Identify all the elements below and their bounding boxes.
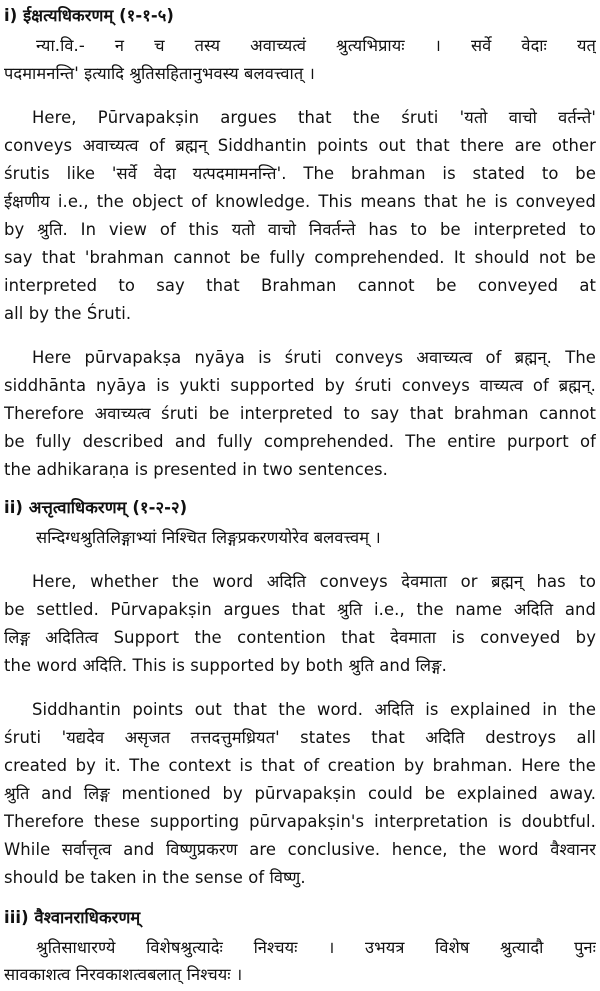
paragraph-line: ईक्षणीय i.e., the object of knowledge. This means that he is conveyed [4,192,596,211]
paragraph-line: śrutis like 'सर्वे वेदा यत्पदमामनन्ति'. The brahman is stated to be [4,164,596,183]
verse-line: न्या.वि.- न च तस्य अवाच्यत्वं श्रुत्यभिप्रायः । सर्वे वेदाः यत् [36,36,596,55]
verse-line: श्रुतिसाधारण्ये विशेषश्रुत्यादेः निश्चयः । उभयत्र विशेष श्रुत्यादौ पुनः [36,938,596,957]
paragraph-line: Here pūrvapakṣa nyāya is śruti conveys अवाच्यत्व of ब्रह्मन्. The [32,348,596,367]
verse-line: पदमामनन्ति' इत्यादि श्रुतिसहितानुभवस्य बलवत्त्वात् । [4,64,315,83]
paragraph-line: siddhānta nyāya is yukti supported by śruti conveys वाच्यत्व of ब्रह्मन्. [4,376,596,395]
section-heading: iii) वैश्वानराधिकरणम् [4,908,141,927]
paragraph-line: Therefore these supporting pūrvapakṣin's interpretation is doubtful. [4,812,596,831]
paragraph-line: While सर्वात्तृत्व and विष्णुप्रकरण are conclusive. hence, the word वैश्वानर [4,840,596,859]
paragraph-line: be fully described and fully comprehended. The entire purport of [4,432,596,451]
paragraph-line: Here, whether the word अदिति conveys देवमाता or ब्रह्मन् has to [32,572,596,591]
paragraph-line: should be taken in the sense of विष्णु. [4,868,306,887]
paragraph-line: by श्रुति. In view of this यतो वाचो निवर्तन्ते has to be interpreted to [4,220,596,239]
section-heading: ii) अत्तृत्वाधिकरणम् (१-२-२) [4,498,188,517]
paragraph-line: लिङ्ग अदितित्व Support the contention that देवमाता is conveyed by [4,628,596,647]
verse-line: सावकाशत्व निरवकाशत्वबलात् निश्चयः । [4,965,243,984]
paragraph-line: śruti 'यद्यदेव असृजत तत्तदत्तुमध्रियत' states that अदिति destroys all [4,728,596,747]
paragraph-line: the adhikaraṇa is presented in two sentences. [4,460,388,479]
paragraph-line: created by it. The context is that of creation by brahman. Here the [4,756,596,775]
paragraph-line: be settled. Pūrvapakṣin argues that श्रुति i.e., the name अदिति and [4,600,596,619]
verse-line: सन्दिग्धश्रुतिलिङ्गाभ्यां निश्चित लिङ्गप्रकरणयोरेव बलवत्त्वम् । [36,528,381,547]
paragraph-line: interpreted to say that Brahman cannot be conveyed at [4,276,596,295]
paragraph-line: Here, Pūrvapakṣin argues that the śruti 'यतो वाचो वर्तन्ते' [32,108,596,127]
paragraph-line: all by the Śruti. [4,304,132,323]
paragraph-line: say that 'brahman cannot be fully comprehended. It should not be [4,248,596,267]
paragraph-line: conveys अवाच्यत्व of ब्रह्मन् Siddhantin points out that there are other [4,136,596,155]
section-heading: i) ईक्षत्यधिकरणम् (१-१-५) [4,6,175,25]
paragraph-line: Therefore अवाच्यत्व śruti be interpreted to say that brahman cannot [4,404,596,423]
paragraph-line: the word अदिति. This is supported by both श्रुति and लिङ्ग. [4,656,447,675]
paragraph-line: Siddhantin points out that the word. अदिति is explained in the [32,700,596,719]
paragraph-line: श्रुति and लिङ्ग mentioned by pūrvapakṣin could be explained away. [4,784,596,803]
